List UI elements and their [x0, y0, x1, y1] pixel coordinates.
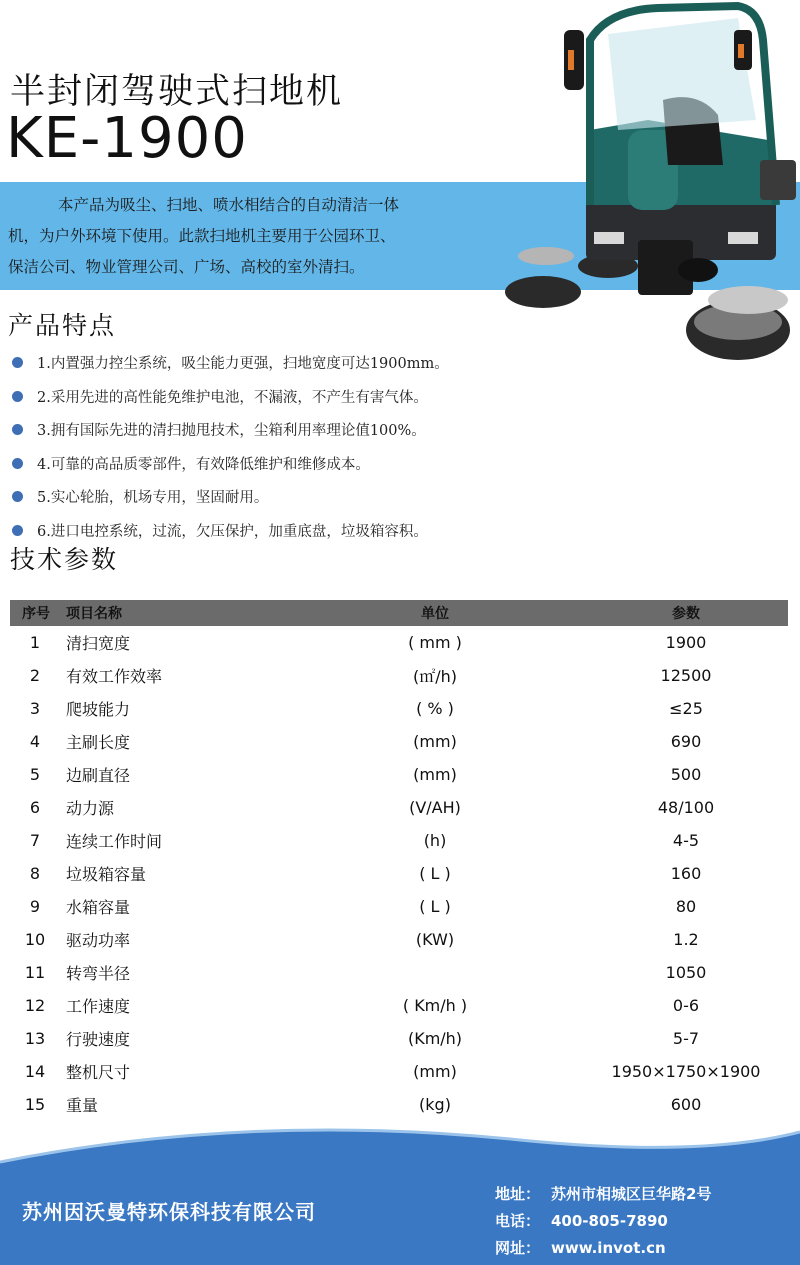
bullet-icon: [12, 357, 23, 368]
row-unit: ( L ): [419, 897, 451, 916]
row-name: 动力源: [66, 799, 115, 818]
row-no: 6: [29, 798, 41, 817]
intro-paragraph: [8, 190, 478, 283]
params-table: [10, 600, 788, 1121]
model-number: KE-1900: [6, 106, 248, 171]
row-no: 4: [29, 732, 41, 751]
row-value: 80: [675, 897, 697, 916]
row-value: 5-7: [672, 1029, 700, 1048]
row-value: 1050: [665, 963, 707, 982]
bullet-icon: [12, 491, 23, 502]
row-unit: (Km/h): [407, 1029, 463, 1048]
table-row: [10, 692, 788, 725]
table-row: [10, 824, 788, 857]
intro-line-2: 机，为户外环境下使用。此款扫地机主要用于公园环卫、: [8, 227, 396, 245]
table-row: [10, 1022, 788, 1055]
feature-item: 6.进口电控系统，过流，欠压保护，加重底盘，垃圾箱容积。: [12, 514, 572, 548]
row-name: 重量: [66, 1096, 99, 1115]
bullet-icon: [12, 424, 23, 435]
bullet-icon: [12, 458, 23, 469]
row-value: 690: [670, 732, 702, 751]
row-unit: (mm): [413, 765, 457, 784]
table-row: [10, 659, 788, 692]
row-name: 工作速度: [66, 997, 131, 1016]
row-name: 转弯半径: [66, 964, 131, 983]
table-row: [10, 956, 788, 989]
row-value: ≤25: [669, 699, 703, 718]
row-no: 1: [29, 633, 41, 652]
row-no: 7: [29, 831, 41, 850]
row-no: 12: [24, 996, 46, 1015]
product-title: 半封闭驾驶式扫地机: [10, 72, 344, 112]
website-link[interactable]: www.invot.cn: [551, 1239, 666, 1257]
address-line: [495, 1183, 711, 1204]
header-name: 项目名称: [66, 606, 122, 622]
phone-value: 400-805-7890: [551, 1212, 668, 1230]
row-unit: ( mm ): [408, 633, 462, 652]
feature-item: 4.可靠的高品质零部件，有效降低维护和维修成本。: [12, 447, 572, 481]
table-row: [10, 890, 788, 923]
feature-item: 2.采用先进的高性能免维护电池，不漏液，不产生有害气体。: [12, 380, 572, 414]
row-unit: (mm): [413, 1062, 457, 1081]
row-no: 11: [24, 963, 46, 982]
header-no: 序号: [22, 606, 50, 622]
row-value: 1950×1750×1900: [611, 1062, 761, 1081]
feature-item: 5.实心轮胎，机场专用，坚固耐用。: [12, 480, 572, 514]
row-name: 水箱容量: [66, 898, 131, 917]
row-value: 4-5: [672, 831, 700, 850]
sweeper-machine-image: [498, 0, 800, 380]
row-no: 8: [29, 864, 41, 883]
table-row: [10, 626, 788, 659]
row-unit: (KW): [415, 930, 455, 949]
features-heading: 产品特点: [8, 311, 117, 340]
row-name: 连续工作时间: [66, 832, 163, 851]
row-value: 48/100: [657, 798, 715, 817]
bullet-icon: [12, 391, 23, 402]
row-value: 0-6: [672, 996, 700, 1015]
row-no: 15: [24, 1095, 46, 1114]
phone-line: [495, 1210, 668, 1231]
row-no: 3: [29, 699, 41, 718]
table-row: [10, 857, 788, 890]
row-unit: (㎡/h): [412, 667, 458, 686]
row-value: 12500: [660, 666, 712, 685]
row-no: 5: [29, 765, 41, 784]
row-value: 1.2: [673, 930, 699, 949]
row-no: 13: [24, 1029, 46, 1048]
address-label: 地址：: [495, 1185, 541, 1203]
row-no: 2: [29, 666, 41, 685]
phone-label: 电话：: [495, 1212, 541, 1230]
row-name: 主刷长度: [66, 733, 131, 752]
row-name: 爬坡能力: [66, 700, 131, 719]
header-value: 参数: [672, 606, 700, 622]
features-list: [12, 346, 572, 547]
row-unit: (kg): [419, 1095, 451, 1114]
row-value: 160: [670, 864, 702, 883]
table-row: [10, 1055, 788, 1088]
row-unit: ( Km/h ): [402, 996, 468, 1015]
row-name: 边刷直径: [66, 766, 131, 785]
feature-item: 3.拥有国际先进的清扫抛甩技术，尘箱利用率理论值100%。: [12, 413, 572, 447]
row-value: 1900: [665, 633, 707, 652]
header-unit: 单位: [421, 606, 449, 622]
bullet-icon: [12, 525, 23, 536]
company-name: 苏州因沃曼特环保科技有限公司: [22, 1200, 316, 1224]
table-row: [10, 923, 788, 956]
row-name: 垃圾箱容量: [66, 865, 147, 884]
website-label: 网址：: [495, 1239, 541, 1257]
intro-line-3: 保洁公司、物业管理公司、广场、高校的室外清扫。: [8, 258, 365, 276]
row-no: 14: [24, 1062, 46, 1081]
row-name: 整机尺寸: [66, 1063, 131, 1082]
row-unit: (h): [423, 831, 447, 850]
row-name: 行驶速度: [66, 1030, 131, 1049]
row-name: 驱动功率: [66, 931, 131, 950]
table-row: [10, 758, 788, 791]
intro-line-1: 本产品为吸尘、扫地、喷水相结合的自动清洁一体: [58, 196, 400, 214]
row-name: 有效工作效率: [66, 667, 163, 686]
table-row: [10, 1088, 788, 1121]
row-no: 9: [29, 897, 41, 916]
table-body: [10, 626, 788, 1121]
row-no: 10: [24, 930, 46, 949]
row-value: 500: [670, 765, 702, 784]
row-value: 600: [670, 1095, 702, 1114]
row-unit: (mm): [413, 732, 457, 751]
row-unit: ( L ): [419, 864, 451, 883]
website-line: [495, 1237, 666, 1258]
row-unit: ( % ): [416, 699, 454, 718]
params-heading: 技术参数: [10, 545, 119, 574]
feature-item: 1.内置强力控尘系统，吸尘能力更强，扫地宽度可达1900mm。: [12, 346, 572, 380]
row-name: 清扫宽度: [66, 634, 131, 653]
table-row: [10, 989, 788, 1022]
table-header: [10, 600, 788, 626]
table-row: [10, 725, 788, 758]
row-unit: (V/AH): [409, 798, 461, 817]
table-row: [10, 791, 788, 824]
address-value: 苏州市相城区巨华路2号: [551, 1185, 712, 1203]
